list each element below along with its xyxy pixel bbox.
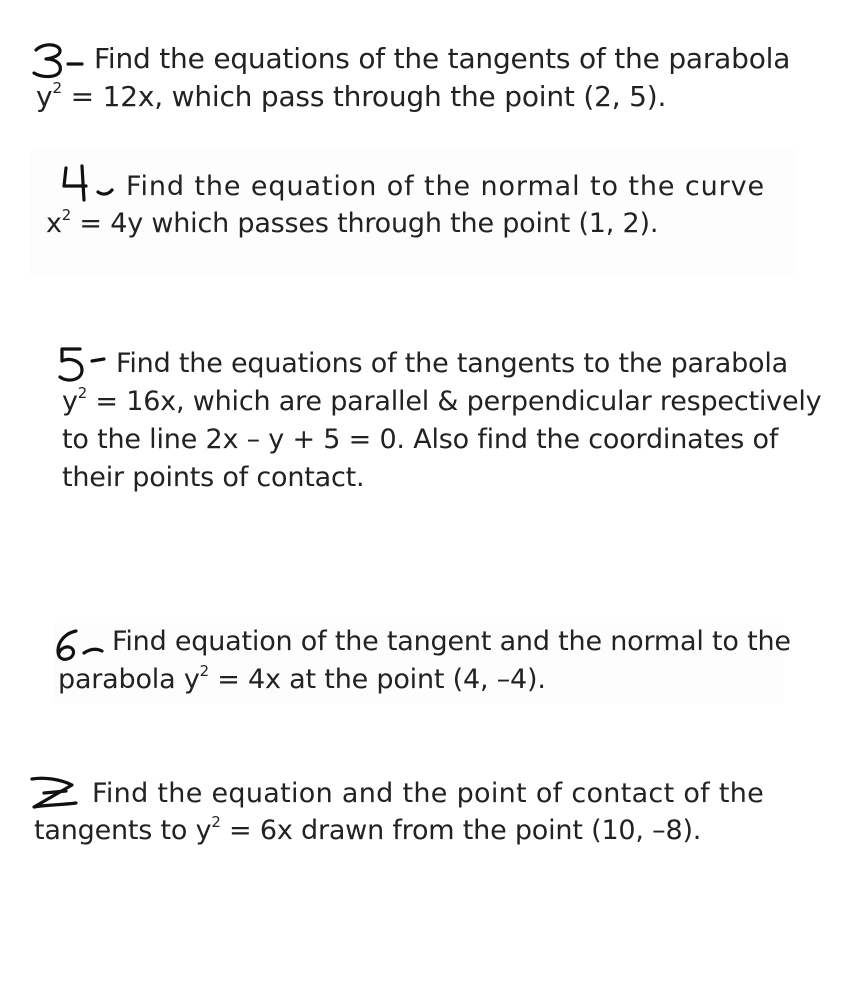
problem-5-line-4: their points of contact. (62, 462, 365, 493)
problem-4 (30, 150, 795, 275)
handwritten-number-3 (30, 40, 100, 80)
problem-5-line-3: to the line 2x – y + 5 = 0. Also find the coordinates of (62, 424, 779, 455)
problem-6-line-2: parabola $y^2 = 4x$ at the point (4, –4). (58, 661, 546, 695)
problem-6 (54, 623, 791, 703)
problem-5-line-2: $y^2 = 16x$, which are parallel & perpendicular respectively (62, 383, 822, 417)
problem-5 (58, 345, 822, 497)
problem-6-line-1: Find equation of the tangent and the normal to the (112, 626, 791, 657)
problem-7 (32, 775, 765, 849)
problem-4-line-1: Find the equation of the normal to the curve (126, 171, 766, 202)
problem-5-line-1: Find the equations of the tangents to the parabola (116, 348, 789, 379)
problem-7-line-1: Find the equation and the point of contact of the (92, 778, 765, 809)
problem-3-line-1: Find the equations of the tangents of the parabola (94, 42, 791, 75)
handwritten-number-6 (54, 627, 124, 667)
problem-4-line-2: $x^2 = 4y$ which passes through the point (1, 2). (46, 205, 659, 239)
problem-3-line-2: $y^2 = 12x$, which pass through the point (2, 5). (36, 79, 667, 113)
handwritten-number-5 (56, 343, 126, 387)
handwritten-number-7 (26, 771, 96, 811)
handwritten-number-4 (60, 164, 140, 204)
problem-7-line-2: tangents to $y^2 = 6x$ drawn from the point (10, –8). (34, 812, 702, 846)
problem-3 (36, 40, 796, 116)
